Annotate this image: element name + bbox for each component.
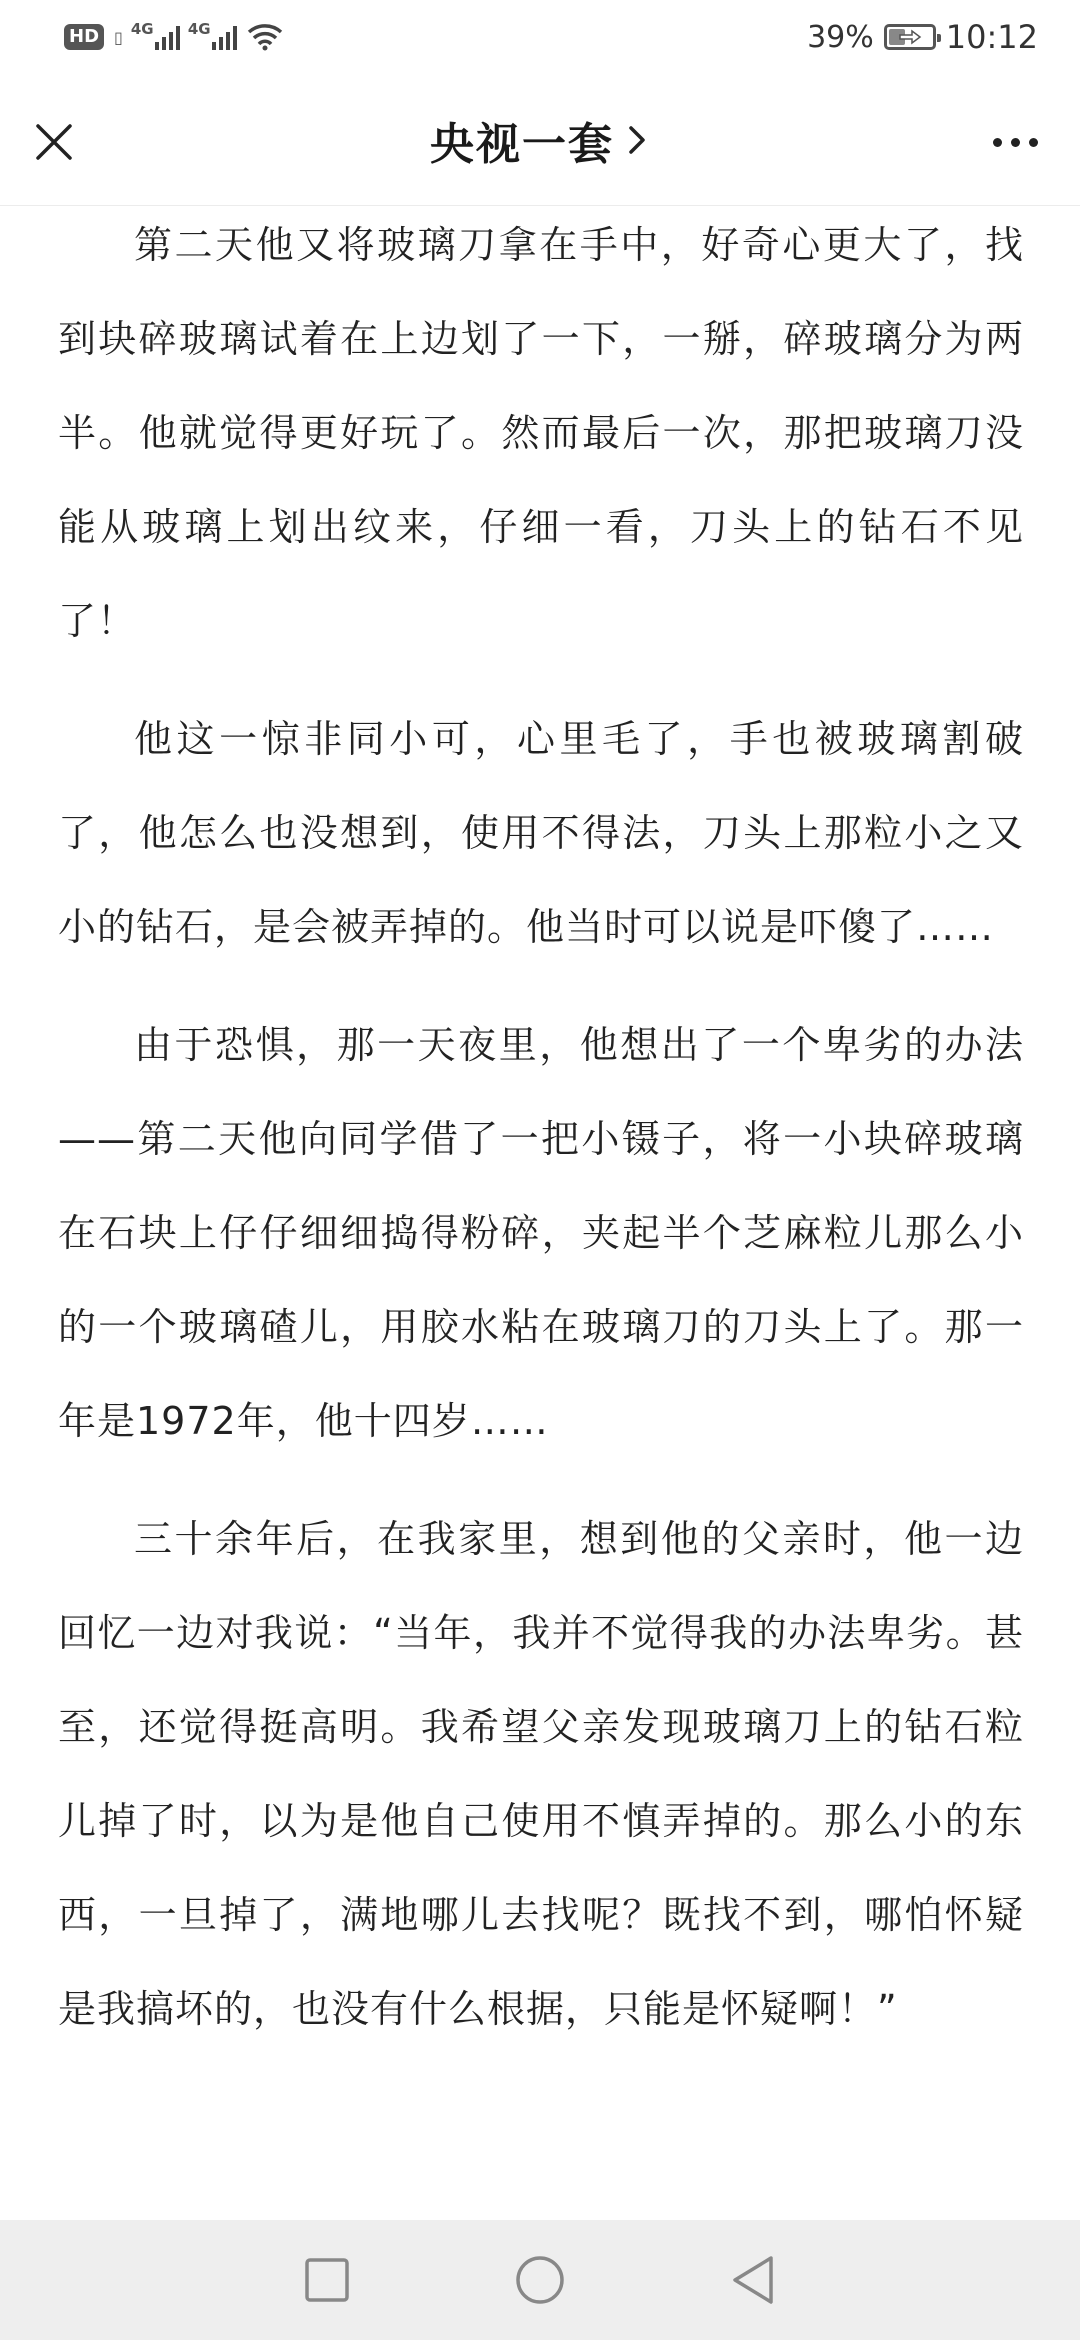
home-button[interactable] (510, 2250, 570, 2310)
top-navigation-bar (0, 74, 1080, 206)
more-options-button[interactable] (980, 110, 1050, 174)
chevron-right-icon (624, 123, 650, 157)
sim2-signal-icon (187, 20, 237, 50)
hd-badge: HD (64, 24, 104, 50)
battery-percent: 39% (807, 19, 874, 55)
article-paragraph: 由于恐惧，那一天夜里，他想出了一个卑劣的办法——第二天他向同学借了一把小镊子，将一小块碎玻璃在石块上仔仔细细捣得粉碎，夹起半个芝麻粒儿那么小的一个玻璃碴儿，用胶水粘在玻璃刀的刀头上了。那一年是1972年，他十四岁…… (58, 1023, 1024, 1443)
circle-icon (514, 2254, 566, 2306)
sim2-gen-label: 4G (187, 20, 211, 38)
page-title: 央视一套 (430, 118, 614, 170)
wifi-icon (247, 23, 283, 51)
status-right (807, 18, 1038, 56)
square-icon (303, 2256, 351, 2304)
more-dot (1011, 138, 1020, 147)
article-body[interactable] (58, 206, 1024, 2220)
back-triangle-icon (729, 2254, 777, 2306)
sim1-gen-label: 4G (130, 20, 154, 38)
close-icon (34, 122, 74, 162)
recents-button[interactable] (297, 2250, 357, 2310)
status-bar (0, 0, 1080, 74)
article-paragraph: 三十余年后，在我家里，想到他的父亲时，他一边回忆一边对我说：“当年，我并不觉得我的办法卑劣。甚至，还觉得挺高明。我希望父亲发现玻璃刀上的钻石粒儿掉了时，以为是他自己使用不慎弄掉的。那么小的东西，一旦掉了，满地哪儿去找呢？既找不到，哪怕怀疑是我搞坏的，也没有什么根据，只能是怀疑啊！” (58, 1517, 1024, 2031)
account-title-link[interactable] (430, 108, 650, 172)
status-left (64, 20, 283, 51)
system-navigation-bar (0, 2220, 1080, 2340)
sim1-signal-icon (130, 20, 180, 50)
more-dot (1029, 138, 1038, 147)
article-paragraph: 第二天他又将玻璃刀拿在手中，好奇心更大了，找到块碎玻璃试着在上边划了一下，一掰，碎玻璃分为两半。他就觉得更好玩了。然而最后一次，那把玻璃刀没能从玻璃上划出纹来，仔细一看，刀头上的钻石不见了！ (58, 223, 1024, 643)
battery-icon (884, 24, 936, 50)
article-paragraph: 他这一惊非同小可，心里毛了，手也被玻璃割破了，他怎么也没想到，使用不得法，刀头上那粒小之又小的钻石，是会被弄掉的。他当时可以说是吓傻了…… (58, 717, 1024, 949)
clock: 10:12 (945, 18, 1038, 56)
charging-icon (897, 28, 923, 46)
back-button[interactable] (723, 2250, 783, 2310)
more-dot (993, 138, 1002, 147)
close-button[interactable] (22, 110, 86, 174)
sim-card-icon: ▯ (114, 27, 123, 47)
